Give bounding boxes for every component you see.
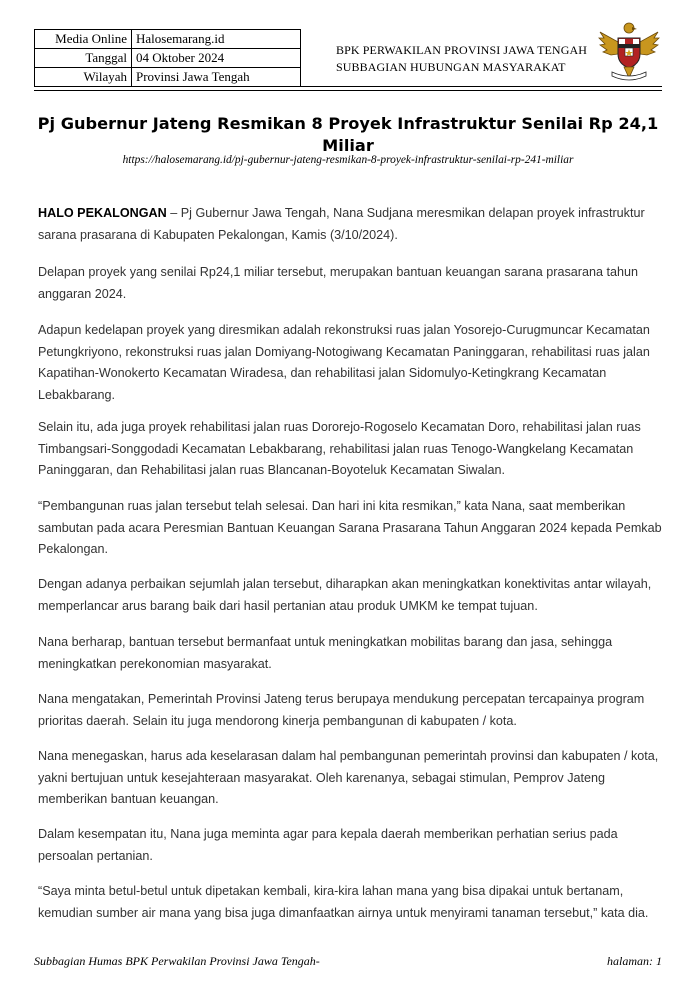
- lead-text: – Pj Gubernur Jawa Tengah, Nana Sudjana meresmikan delapan proyek infrastruktur sarana prasarana di Kabupaten Pekalongan, Kamis (3/10/2024).: [38, 206, 645, 242]
- agency-header: [336, 42, 587, 76]
- body-paragraph: Dengan adanya perbaikan sejumlah jalan tersebut, diharapkan akan meningkatkan konektivitas antar wilayah, memperlancar arus barang baik dari hasil pertanian atau produk UMKM ke tempat tujuan.: [38, 577, 652, 613]
- body-paragraph: “Pembangunan ruas jalan tersebut telah selesai. Dan hari ini kita resmikan,” kata Nana, saat memberikan sambutan pada acara Peresmian Bantuan Keuangan Sarana Prasarana Tahun Anggaran 2024 kepada Pemkab Pekalongan.: [38, 499, 662, 556]
- article-url: https://halosemarang.id/pj-gubernur-jateng-resmikan-8-proyek-infrastruktur-senilai-rp-241-miliar: [122, 154, 574, 166]
- media-value: Halosemarang.id: [132, 30, 301, 49]
- body-paragraph: Nana berharap, bantuan tersebut bermanfaat untuk meningkatkan mobilitas barang dan jasa, sehingga meningkatkan perekonomian masyarakat.: [38, 635, 613, 671]
- region-value: Provinsi Jawa Tengah: [132, 68, 301, 87]
- body-paragraph: Dalam kesempatan itu, Nana juga meminta agar para kepala daerah memberikan perhatian serius pada persoalan pertanian.: [38, 827, 618, 863]
- body-paragraph: Nana mengatakan, Pemerintah Provinsi Jateng terus berupaya mendukung percepatan tercapainya program prioritas daerah. Selain itu juga mendorong kinerja pembangunan di kabupaten / kota.: [38, 692, 645, 728]
- footer-source: Subbagian Humas BPK Perwakilan Provinsi Jawa Tengah-: [34, 954, 320, 968]
- body-paragraph: Nana menegaskan, harus ada keselarasan dalam hal pembangunan pemerintah provinsi dan kabupaten / kota, yakni bertujuan untuk kesejahteraan masyarakat. Oleh karenanya, sebagai stimulan, Pemprov Jateng memberikan bantuan keuangan.: [38, 749, 659, 806]
- media-label: Media Online: [35, 30, 132, 49]
- body-paragraph: “Saya minta betul-betul untuk dipetakan kembali, kira-kira lahan mana yang bisa dipakai untuk bertanam, kemudian sumber air mana yang bisa juga dimanfaatkan airnya untuk menyirami tanaman tersebut,” kata dia.: [38, 884, 649, 920]
- agency-division: SUBBAGIAN HUBUNGAN MASYARAKAT: [336, 60, 566, 74]
- header-divider: [34, 86, 662, 87]
- garuda-emblem-icon: [596, 18, 662, 84]
- media-info-table: [34, 29, 301, 87]
- agency-name: BPK PERWAKILAN PROVINSI JAWA TENGAH: [336, 43, 587, 57]
- region-label: Wilayah: [35, 68, 132, 87]
- article-title: Pj Gubernur Jateng Resmikan 8 Proyek Infrastruktur Senilai Rp 24,1 Miliar: [37, 114, 659, 155]
- date-label: Tanggal: [35, 49, 132, 68]
- body-paragraph: Adapun kedelapan proyek yang diresmikan adalah rekonstruksi ruas jalan Yosorejo-Curugmuncar Kecamatan Petungkriyono, rekonstruksi ruas jalan Domiyang-Notogiwang Kecamatan Paninggaran, rehabilitasi ruas jalan Kapatihan-Wonokerto Kecamatan Wiradesa, dan rehabilitasi jalan Sidomulyo-Ketingkrang Kecamatan Lebakbarang.: [38, 323, 650, 402]
- header-divider-thin: [34, 90, 662, 91]
- dateline: HALO PEKALONGAN: [38, 206, 167, 220]
- media-row: [35, 30, 301, 49]
- region-row: [35, 68, 301, 87]
- date-value: 04 Oktober 2024: [132, 49, 301, 68]
- body-paragraph: Selain itu, ada juga proyek rehabilitasi jalan ruas Dororejo-Rogoselo Kecamatan Doro, rehabilitasi jalan ruas Timbangsari-Songgodadi Kecamatan Lebakbarang, rehabilitasi jalan ruas Tenogo-Wangkelang Kecamatan Paninggaran, dan Rehabilitasi jalan ruas Blancanan-Boyoteluk Kecamatan Siwalan.: [38, 420, 641, 477]
- lead-paragraph: [38, 203, 662, 246]
- page-number: halaman: 1: [607, 954, 662, 968]
- body-paragraph: Delapan proyek yang senilai Rp24,1 miliar tersebut, merupakan bantuan keuangan sarana prasarana tahun anggaran 2024.: [38, 265, 638, 301]
- date-row: [35, 49, 301, 68]
